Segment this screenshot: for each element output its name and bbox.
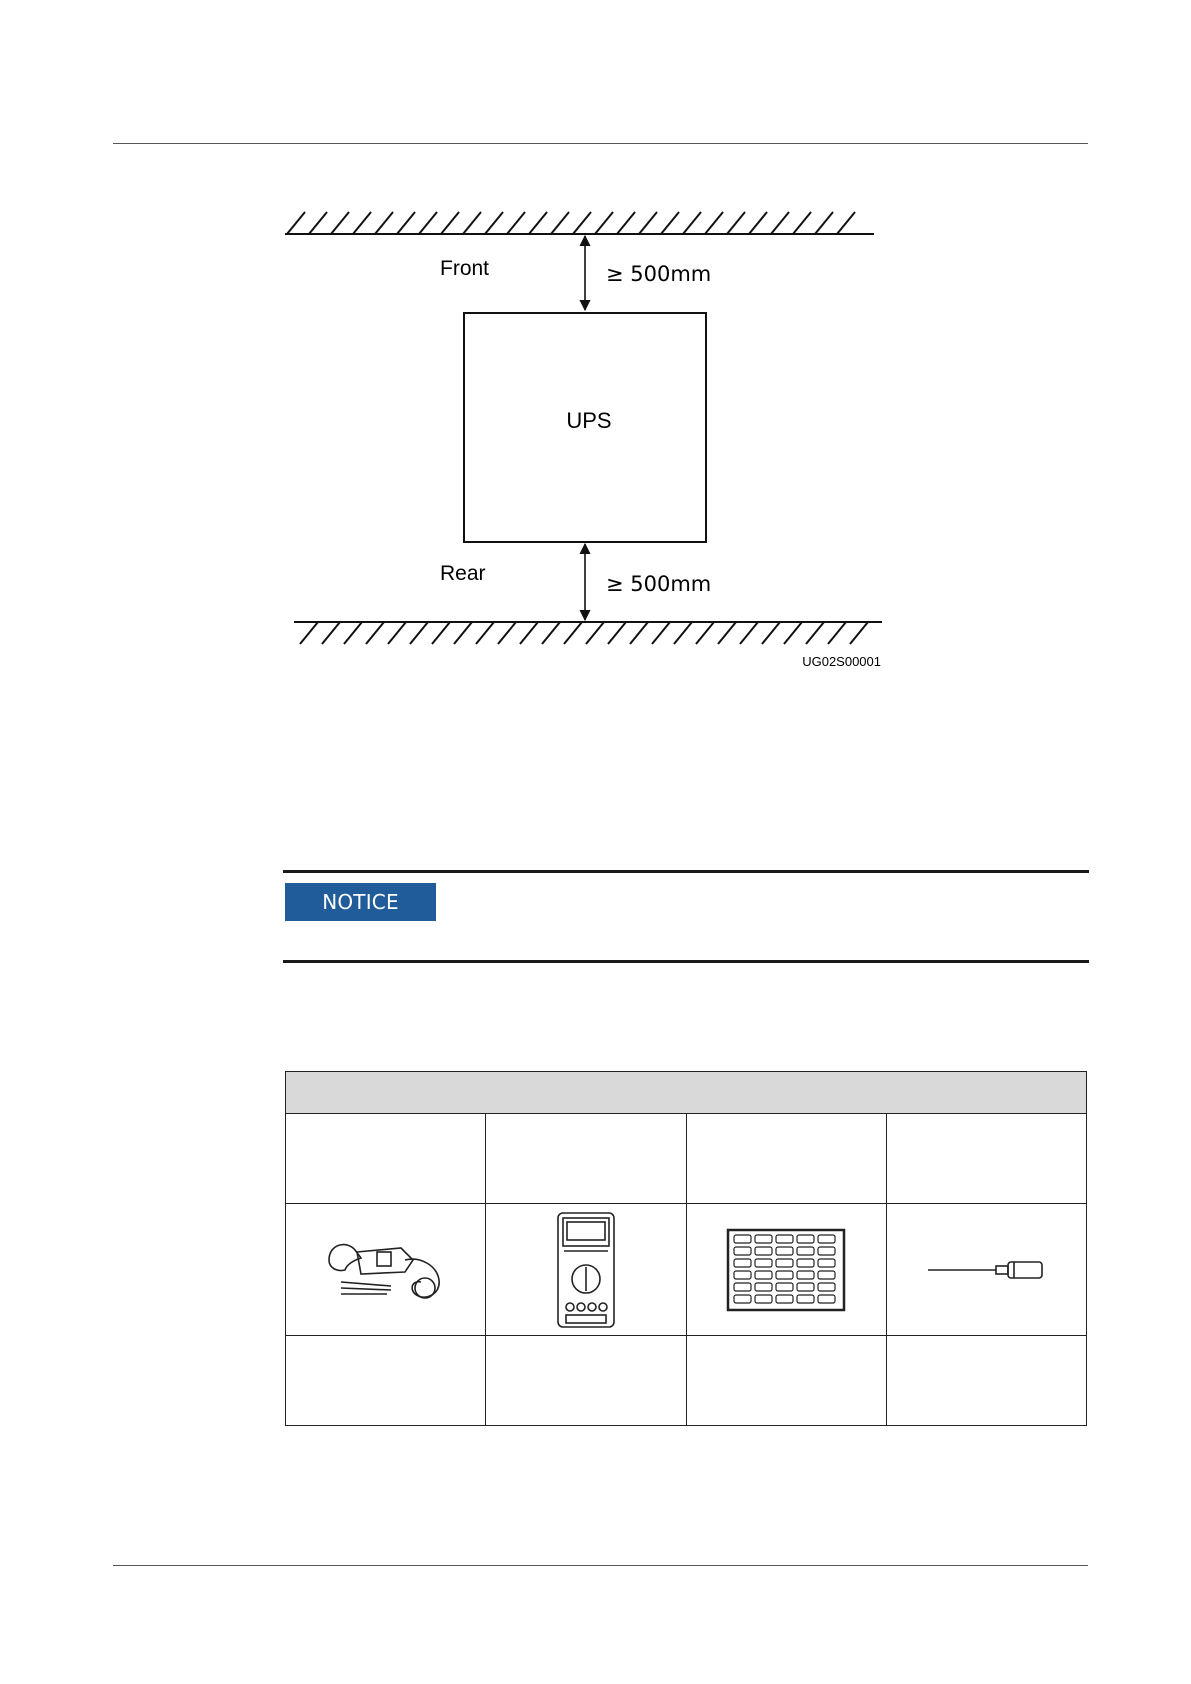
keyboard-icon <box>726 1228 846 1312</box>
hatch-line <box>784 622 802 644</box>
key <box>734 1235 751 1243</box>
key <box>818 1271 835 1279</box>
hatch-line <box>309 212 327 234</box>
screwdriver-icon <box>926 1258 1046 1282</box>
hatch-line <box>542 622 560 644</box>
figure-id: UG02S00001 <box>802 654 881 669</box>
table-cell <box>886 1114 1086 1204</box>
hatch-line <box>476 622 494 644</box>
table-cell <box>286 1114 486 1204</box>
table-cell-image <box>486 1204 686 1336</box>
hatch-line <box>850 622 868 644</box>
notice-top-rule <box>283 870 1089 873</box>
key <box>755 1295 772 1303</box>
hatch-line <box>485 212 503 234</box>
hatch-line <box>595 212 613 234</box>
key <box>776 1295 793 1303</box>
key <box>755 1283 772 1291</box>
key <box>734 1247 751 1255</box>
hatch-line <box>608 622 626 644</box>
key <box>818 1295 835 1303</box>
hatch-line <box>674 622 692 644</box>
hatch-line <box>586 622 604 644</box>
key <box>818 1247 835 1255</box>
key <box>755 1259 772 1267</box>
hatch-line <box>432 622 450 644</box>
hatch-line <box>727 212 745 234</box>
table-cell-image <box>886 1204 1086 1336</box>
hatch-line <box>551 212 569 234</box>
hatch-line <box>696 622 714 644</box>
front-label: Front <box>440 257 490 280</box>
key <box>797 1271 814 1279</box>
hatch-line <box>507 212 525 234</box>
hatch-line <box>353 212 371 234</box>
key <box>797 1295 814 1303</box>
hatch-line <box>520 622 538 644</box>
clearance-diagram <box>0 0 1191 700</box>
key <box>776 1235 793 1243</box>
hatch-line <box>287 212 305 234</box>
table-cell <box>886 1336 1086 1426</box>
clamp-meter-icon <box>321 1230 451 1310</box>
hatch-line <box>397 212 415 234</box>
hatch-line <box>441 212 459 234</box>
hatch-line <box>410 622 428 644</box>
table-cell <box>286 1336 486 1426</box>
key <box>776 1271 793 1279</box>
hatch-line <box>366 622 384 644</box>
footer-rule <box>113 1565 1088 1566</box>
hatch-line <box>419 212 437 234</box>
table-cell <box>486 1114 686 1204</box>
table-cell <box>486 1336 686 1426</box>
notice-badge: NOTICE <box>285 883 436 921</box>
key <box>797 1259 814 1267</box>
hatch-line <box>573 212 591 234</box>
tools-table <box>285 1071 1087 1426</box>
key <box>734 1295 751 1303</box>
table-cell-image <box>686 1204 886 1336</box>
ups-label: UPS <box>566 408 612 433</box>
key <box>776 1283 793 1291</box>
table-cell-image <box>286 1204 486 1336</box>
front-clearance-value: ≥ 500mm <box>606 262 712 286</box>
hatch-line <box>683 212 701 234</box>
key <box>755 1247 772 1255</box>
key <box>818 1259 835 1267</box>
hatch-line <box>388 622 406 644</box>
key <box>755 1235 772 1243</box>
key <box>818 1283 835 1291</box>
hatch-line <box>661 212 679 234</box>
hatch-line <box>652 622 670 644</box>
key <box>797 1283 814 1291</box>
key <box>734 1259 751 1267</box>
hatch-line <box>806 622 824 644</box>
key <box>755 1271 772 1279</box>
hatch-line <box>322 622 340 644</box>
hatch-line <box>617 212 635 234</box>
multimeter-icon <box>556 1211 616 1329</box>
notice-bottom-rule <box>283 960 1089 963</box>
hatch-line <box>828 622 846 644</box>
hatch-line <box>815 212 833 234</box>
key <box>818 1235 835 1243</box>
rear-wall <box>294 622 882 644</box>
rear-clearance-value: ≥ 500mm <box>606 572 712 596</box>
hatch-line <box>837 212 855 234</box>
hatch-line <box>771 212 789 234</box>
hatch-line <box>454 622 472 644</box>
table-cell <box>686 1336 886 1426</box>
table-cell <box>686 1114 886 1204</box>
key <box>797 1247 814 1255</box>
hatch-line <box>529 212 547 234</box>
hatch-line <box>300 622 318 644</box>
hatch-line <box>463 212 481 234</box>
hatch-line <box>498 622 516 644</box>
key <box>797 1235 814 1243</box>
hatch-line <box>344 622 362 644</box>
hatch-line <box>718 622 736 644</box>
key <box>776 1247 793 1255</box>
hatch-line <box>762 622 780 644</box>
hatch-line <box>705 212 723 234</box>
front-wall <box>285 212 874 234</box>
hatch-line <box>331 212 349 234</box>
table-header <box>286 1072 1087 1114</box>
hatch-line <box>793 212 811 234</box>
hatch-line <box>749 212 767 234</box>
rear-label: Rear <box>440 562 486 585</box>
hatch-line <box>564 622 582 644</box>
hatch-line <box>630 622 648 644</box>
hatch-line <box>375 212 393 234</box>
hatch-line <box>639 212 657 234</box>
key <box>734 1283 751 1291</box>
hatch-line <box>740 622 758 644</box>
key <box>734 1271 751 1279</box>
key <box>776 1259 793 1267</box>
